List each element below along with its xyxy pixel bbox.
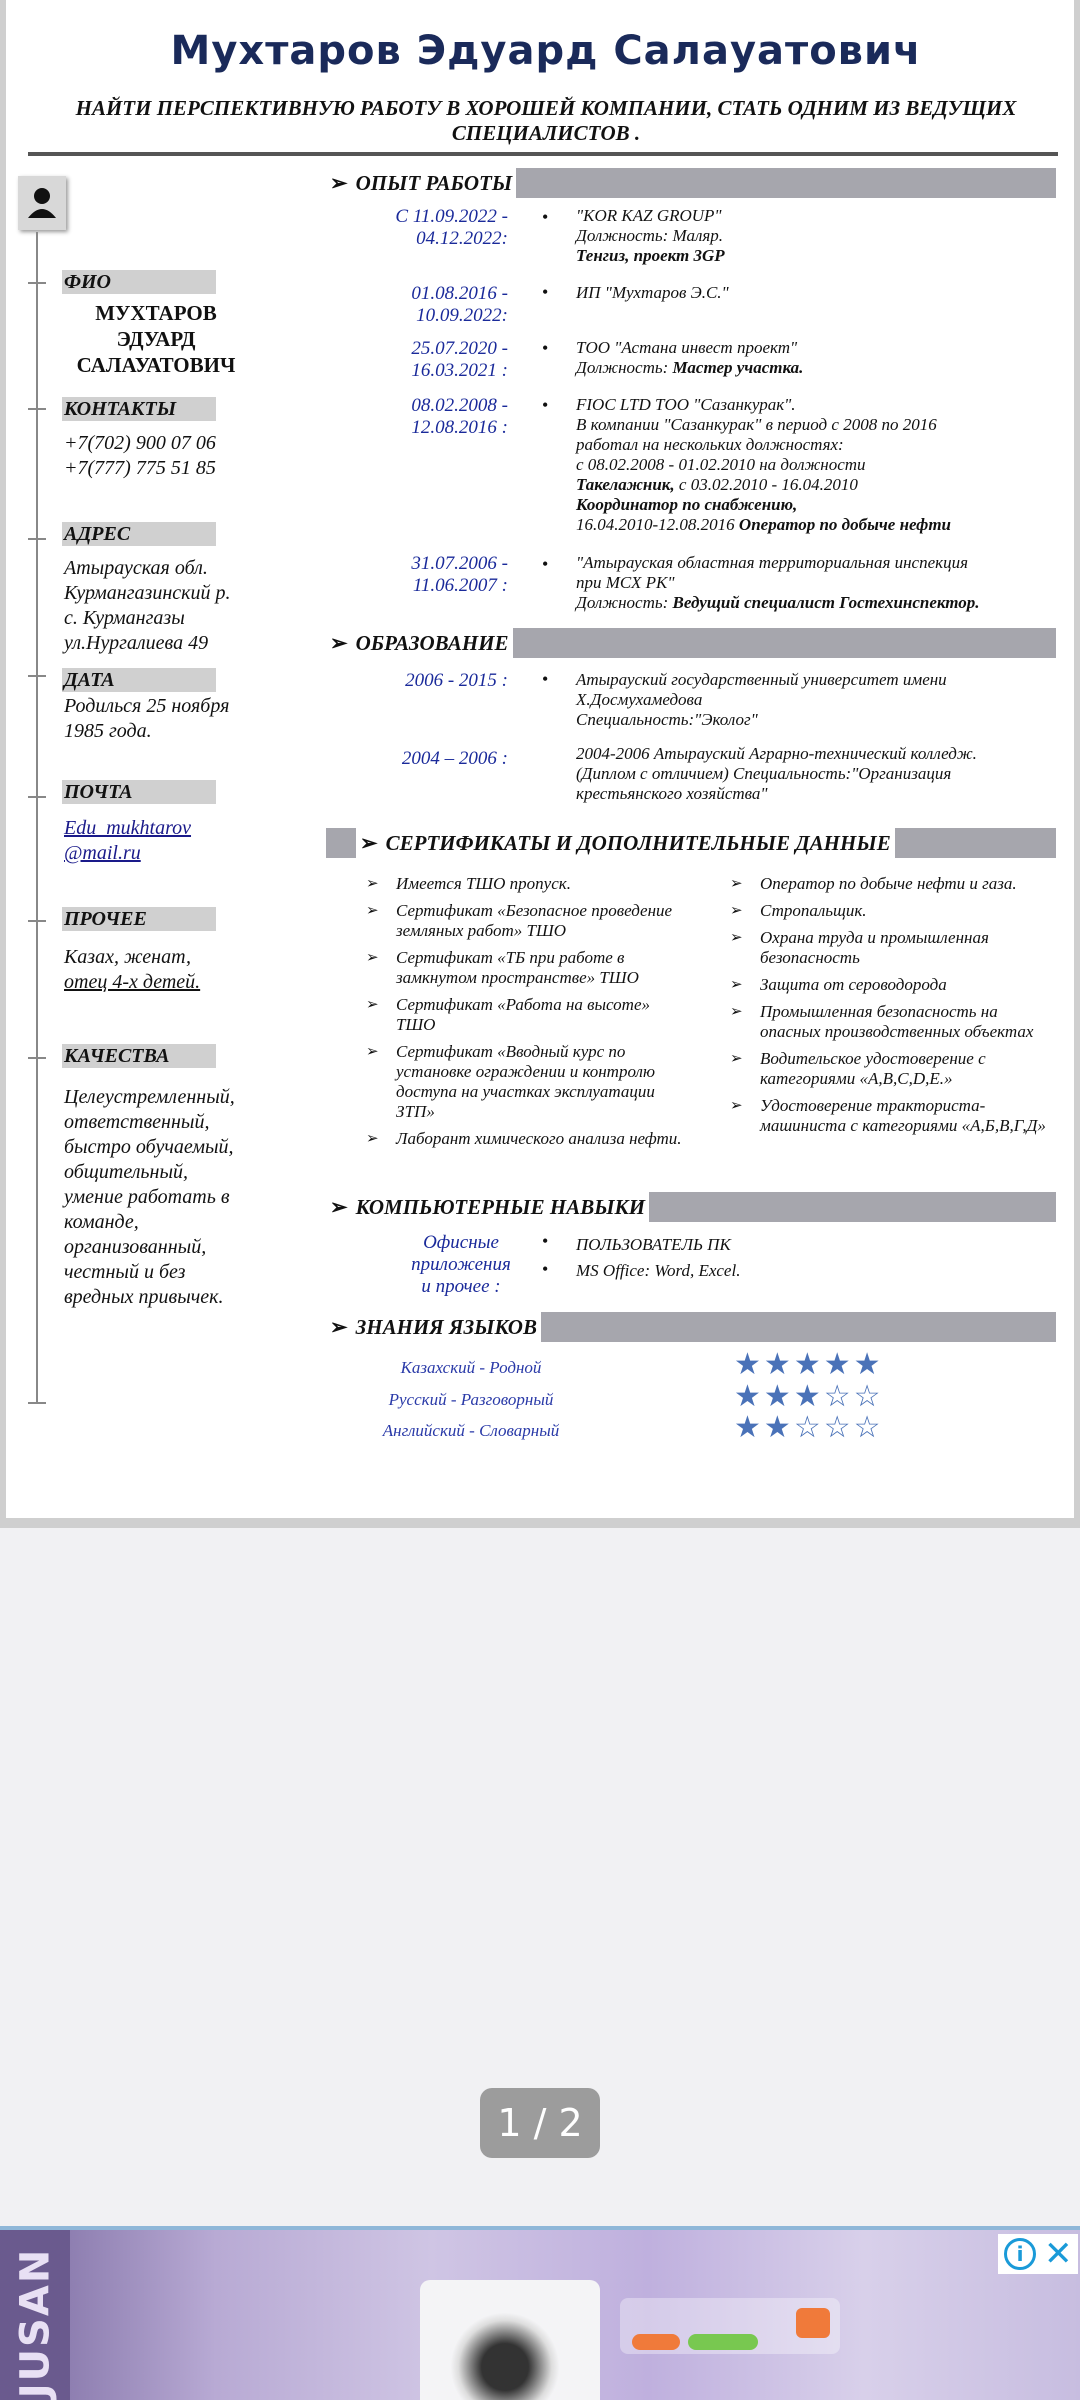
entry-line: с 03.02.2010 - 16.04.2010	[674, 475, 858, 494]
entry-line: при МСХ РК"	[576, 573, 675, 592]
experience-date	[336, 553, 508, 597]
entry-line: Должность: Маляр.	[576, 226, 724, 245]
label-line: и прочее :	[421, 1276, 501, 1297]
certificate-item: ➢ Сертификат «Работа на высоте» ТШО	[366, 995, 686, 1035]
star-filled-icon: ★	[793, 1379, 824, 1414]
star-filled-icon: ★	[734, 1410, 764, 1445]
education-title: ОБРАЗОВАНИЕ	[355, 631, 509, 655]
timeline-tick	[28, 1057, 46, 1059]
qualities-line: организованный,	[64, 1236, 207, 1258]
other-value	[64, 945, 264, 995]
rating-stars	[734, 1347, 884, 1382]
certificate-item: ➢ Промышленная безопасность на опасных производственных объектах	[730, 1002, 1050, 1042]
star-empty-icon: ☆	[823, 1410, 854, 1445]
timeline-tick	[28, 675, 46, 677]
arrow-bullet-icon: ➢	[330, 171, 348, 195]
entry-line: В компании "Сазанкурак" в период с 2008 по 2016	[576, 415, 937, 434]
star-filled-icon: ★	[734, 1347, 764, 1382]
date-line: 11.06.2007 :	[412, 575, 508, 596]
qualities-line: честный и без	[64, 1261, 186, 1283]
date-line: 1985 года.	[64, 720, 152, 742]
phone-number: +7(777) 775 51 85	[64, 457, 216, 479]
date-line: 10.09.2022:	[416, 305, 508, 326]
entry-line: FIOC LTD ТОО "Сазанкурак".	[576, 395, 796, 414]
email-link[interactable]: @mail.ru	[64, 842, 141, 864]
date-line: 12.08.2016 :	[411, 417, 508, 438]
experience-entry	[576, 395, 1046, 535]
date-line: 25.07.2020 -	[411, 338, 508, 359]
star-filled-icon: ★	[763, 1410, 794, 1445]
date-line: 01.08.2016 -	[411, 283, 508, 304]
contacts-value	[64, 431, 264, 481]
entry-line: Тенгиз, проект 3GP	[576, 246, 725, 265]
computer-label	[386, 1232, 536, 1298]
experience-date	[336, 395, 508, 439]
experience-entry	[576, 283, 1046, 303]
qualities-line: быстро обучаемый,	[64, 1136, 234, 1158]
skill-item: MS Office: Word, Excel.	[576, 1261, 741, 1280]
address-line: Атырауская обл.	[64, 557, 208, 579]
fio-heading: ФИО	[62, 270, 216, 294]
bullet: •	[542, 207, 549, 227]
education-date: 2006 - 2015 :	[405, 670, 508, 691]
computer-title: КОМПЬЮТЕРНЫЕ НАВЫКИ	[355, 1195, 646, 1219]
address-value	[64, 556, 264, 656]
star-filled-icon: ★	[763, 1379, 794, 1414]
ad-controls[interactable]	[998, 2234, 1078, 2274]
email-link[interactable]: Edu_mukhtarov	[64, 817, 192, 839]
entry-line: "KOR KAZ GROUP"	[576, 206, 722, 225]
address-line: с. Курмангазы	[64, 607, 185, 629]
computer-heading	[326, 1192, 649, 1222]
star-empty-icon: ☆	[793, 1410, 824, 1445]
mail-value[interactable]	[64, 816, 264, 866]
timeline-tick	[28, 920, 46, 922]
languages-title: ЗНАНИЯ ЯЗЫКОВ	[355, 1315, 537, 1339]
contacts-heading: КОНТАКТЫ	[62, 397, 216, 421]
star-filled-icon: ★	[853, 1347, 884, 1382]
star-empty-icon: ☆	[823, 1379, 854, 1414]
experience-date	[336, 206, 508, 250]
address-line: Курмангазинский р.	[64, 582, 231, 604]
entry-line: с 08.02.2008 - 01.02.2010 на должности	[576, 455, 866, 474]
label-line: Офисные	[423, 1232, 499, 1253]
skill-item: ПОЛЬЗОВАТЕЛЬ ПК	[576, 1235, 731, 1254]
address-line: ул.Нургалиева 49	[64, 632, 209, 654]
education-date: 2004 – 2006 :	[401, 748, 508, 769]
entry-line: крестьянского хозяйства"	[576, 784, 768, 803]
star-filled-icon: ★	[793, 1347, 824, 1382]
ad-brand[interactable]	[0, 2230, 70, 2400]
computer-skills	[576, 1232, 1046, 1284]
label-line: приложения	[411, 1254, 511, 1275]
certificate-item: ➢ Стропальщик.	[730, 901, 1050, 921]
ad-cta-button[interactable]	[796, 2308, 830, 2338]
star-empty-icon: ☆	[853, 1379, 884, 1414]
entry-line: 16.04.2010-12.08.2016	[576, 515, 739, 534]
language-label: Английский - Словарный	[382, 1421, 560, 1440]
ad-banner[interactable]	[0, 2226, 1080, 2400]
other-line: Казах, женат,	[64, 946, 192, 968]
bullet: •	[542, 395, 549, 415]
entry-line: Должность:	[576, 358, 673, 377]
qualities-line: умение работать в	[64, 1186, 230, 1208]
entry-line: Ведущий специалист Гостехинспектор.	[672, 593, 980, 612]
rating-stars	[734, 1410, 884, 1445]
timeline-tick	[28, 796, 46, 798]
qualities-line: команде,	[64, 1211, 139, 1233]
qualities-value	[64, 1085, 264, 1310]
bullet: •	[542, 338, 549, 358]
fio-line: МУХТАРОВ	[95, 301, 217, 325]
education-entry	[576, 670, 1046, 730]
entry-line: Такелажник,	[576, 475, 675, 494]
timeline-tick	[28, 538, 46, 540]
rating-stars	[734, 1379, 884, 1414]
timeline-tick	[28, 408, 46, 410]
ad-badge	[632, 2334, 680, 2350]
certificates-section-bar	[326, 828, 1056, 858]
star-filled-icon: ★	[763, 1347, 794, 1382]
certificate-item: ➢ Охрана труда и промышленная безопасность	[730, 928, 1050, 968]
certificate-item: ➢ Лаборант химического анализа нефти.	[366, 1129, 686, 1149]
arrow-bullet-icon: ➢	[330, 631, 348, 655]
entry-line: Х.Досмухамедова	[576, 690, 703, 709]
qualities-line: ответственный,	[64, 1111, 210, 1133]
fio-line: САЛАУАТОВИЧ	[76, 353, 236, 377]
star-empty-icon: ☆	[853, 1410, 884, 1445]
date-line: 04.12.2022:	[416, 228, 508, 249]
date-line: 08.02.2008 -	[411, 395, 508, 416]
certificates-title: СЕРТИФИКАТЫ И ДОПОЛНИТЕЛЬНЫЕ ДАННЫЕ	[385, 831, 891, 855]
arrow-bullet-icon: ➢	[330, 1195, 348, 1219]
qualities-heading: КАЧЕСТВА	[62, 1044, 216, 1068]
qualities-line: Целеустремленный,	[64, 1086, 235, 1108]
bullet: •	[542, 1259, 549, 1279]
entry-line: Мастер участка.	[672, 358, 804, 377]
arrow-bullet-icon: ➢	[360, 831, 378, 855]
date-value	[64, 694, 264, 744]
header-divider	[28, 152, 1058, 156]
date-heading: ДАТА	[62, 668, 216, 692]
bullet: •	[542, 554, 549, 574]
avatar	[18, 176, 66, 230]
entry-line: 2004-2006 Атырауский Аграрно-технический колледж.	[576, 744, 977, 763]
star-filled-icon: ★	[734, 1379, 764, 1414]
experience-heading	[326, 168, 516, 198]
education-entry	[576, 744, 1046, 804]
language-label: Русский - Разговорный	[388, 1390, 554, 1409]
person-icon	[18, 176, 66, 230]
certificate-item: ➢ Имеется ТШО пропуск.	[366, 874, 686, 894]
timeline-tick	[28, 282, 46, 284]
other-heading: ПРОЧЕЕ	[62, 907, 216, 931]
ad-badge	[688, 2334, 758, 2350]
phone-number: +7(702) 900 07 06	[64, 432, 216, 454]
certificate-item: ➢ Водительское удостоверение с категориями «А,В,С,D,Е.»	[730, 1049, 1050, 1089]
certificate-item: ➢ Защита от сероводорода	[730, 975, 1050, 995]
page-indicator: 1 / 2	[480, 2088, 600, 2158]
close-icon[interactable]: ✕	[1044, 2234, 1073, 2274]
mail-heading: ПОЧТА	[62, 780, 216, 804]
language-label: Казахский - Родной	[400, 1358, 542, 1377]
certificates-heading	[356, 828, 895, 858]
qualities-line: вредных привычек.	[64, 1286, 224, 1308]
certificate-item: ➢ Сертификат «ТБ при работе в замкнутом пространстве» ТШО	[366, 948, 686, 988]
education-heading	[326, 628, 513, 658]
entry-line: (Диплом с отличием) Специальность:"Организация	[576, 764, 952, 783]
entry-line: Оператор по добыче нефти	[738, 515, 951, 534]
bullet: •	[542, 1231, 549, 1251]
entry-line: Атырауский государственный университет имени	[576, 670, 947, 689]
entry-line: ИП "Мухтаров Э.С."	[576, 283, 729, 302]
other-line: отец 4-х детей.	[64, 971, 201, 993]
date-line: Родилься 25 ноября	[64, 695, 230, 717]
experience-title: ОПЫТ РАБОТЫ	[355, 171, 513, 195]
qualities-line: общительный,	[64, 1161, 189, 1183]
certificates-list-right	[730, 874, 1050, 1143]
experience-date	[336, 338, 508, 382]
entry-line: Должность:	[576, 593, 673, 612]
languages-section-bar	[326, 1312, 1056, 1342]
info-icon[interactable]: i	[1004, 2238, 1036, 2270]
certificate-item: ➢ Оператор по добыче нефти и газа.	[730, 874, 1050, 894]
date-line: 16.03.2021 :	[411, 360, 508, 381]
education-section-bar	[326, 628, 1056, 658]
experience-entry	[576, 338, 1046, 378]
experience-entry	[576, 553, 1046, 613]
certificate-item: ➢ Сертификат «Безопасное проведение земляных работ» ТШО	[366, 901, 686, 941]
address-heading: АДРЕС	[62, 522, 216, 546]
certificate-item: ➢ Сертификат «Вводный курс по установке ограждении и контролю доступа на участках эксплуатации ЗТП»	[366, 1042, 686, 1122]
arrow-bullet-icon: ➢	[330, 1315, 348, 1339]
computer-section-bar	[326, 1192, 1056, 1222]
fio-line: ЭДУАРД	[116, 327, 196, 351]
certificates-list-left	[366, 874, 686, 1156]
timeline-tick	[28, 1402, 46, 1404]
star-filled-icon: ★	[823, 1347, 854, 1382]
ad-brand-text: JUSAN	[12, 2247, 59, 2399]
experience-entry	[576, 206, 1046, 266]
experience-date	[336, 283, 508, 327]
entry-line: работал на нескольких должностях:	[576, 435, 844, 454]
entry-line: ТОО "Астана инвест проект"	[576, 338, 798, 357]
date-line: С 11.09.2022 -	[395, 206, 508, 227]
entry-line: Координатор по снабжению,	[576, 495, 798, 514]
entry-line: "Атырауская областная территориальная инспекция	[576, 553, 969, 572]
languages-heading	[326, 1312, 541, 1342]
fio-value	[56, 300, 256, 378]
date-line: 31.07.2006 -	[411, 553, 508, 574]
resume-objective: НАЙТИ ПЕРСПЕКТИВНУЮ РАБОТУ В ХОРОШЕЙ КОМПАНИИ, СТАТЬ ОДНИМ ИЗ ВЕДУЩИХ СПЕЦИАЛИСТОВ .	[75, 96, 1017, 145]
bullet: •	[542, 669, 549, 689]
resume-name: Мухтаров Эдуард Салауатович	[170, 28, 922, 74]
experience-section-bar	[326, 168, 1056, 198]
entry-line: Специальность:"Эколог"	[576, 710, 758, 729]
bullet: •	[542, 282, 549, 302]
certificate-item: ➢ Удостоверение тракториста-машиниста с категориями «А,Б,В,Г,Д»	[730, 1096, 1050, 1136]
